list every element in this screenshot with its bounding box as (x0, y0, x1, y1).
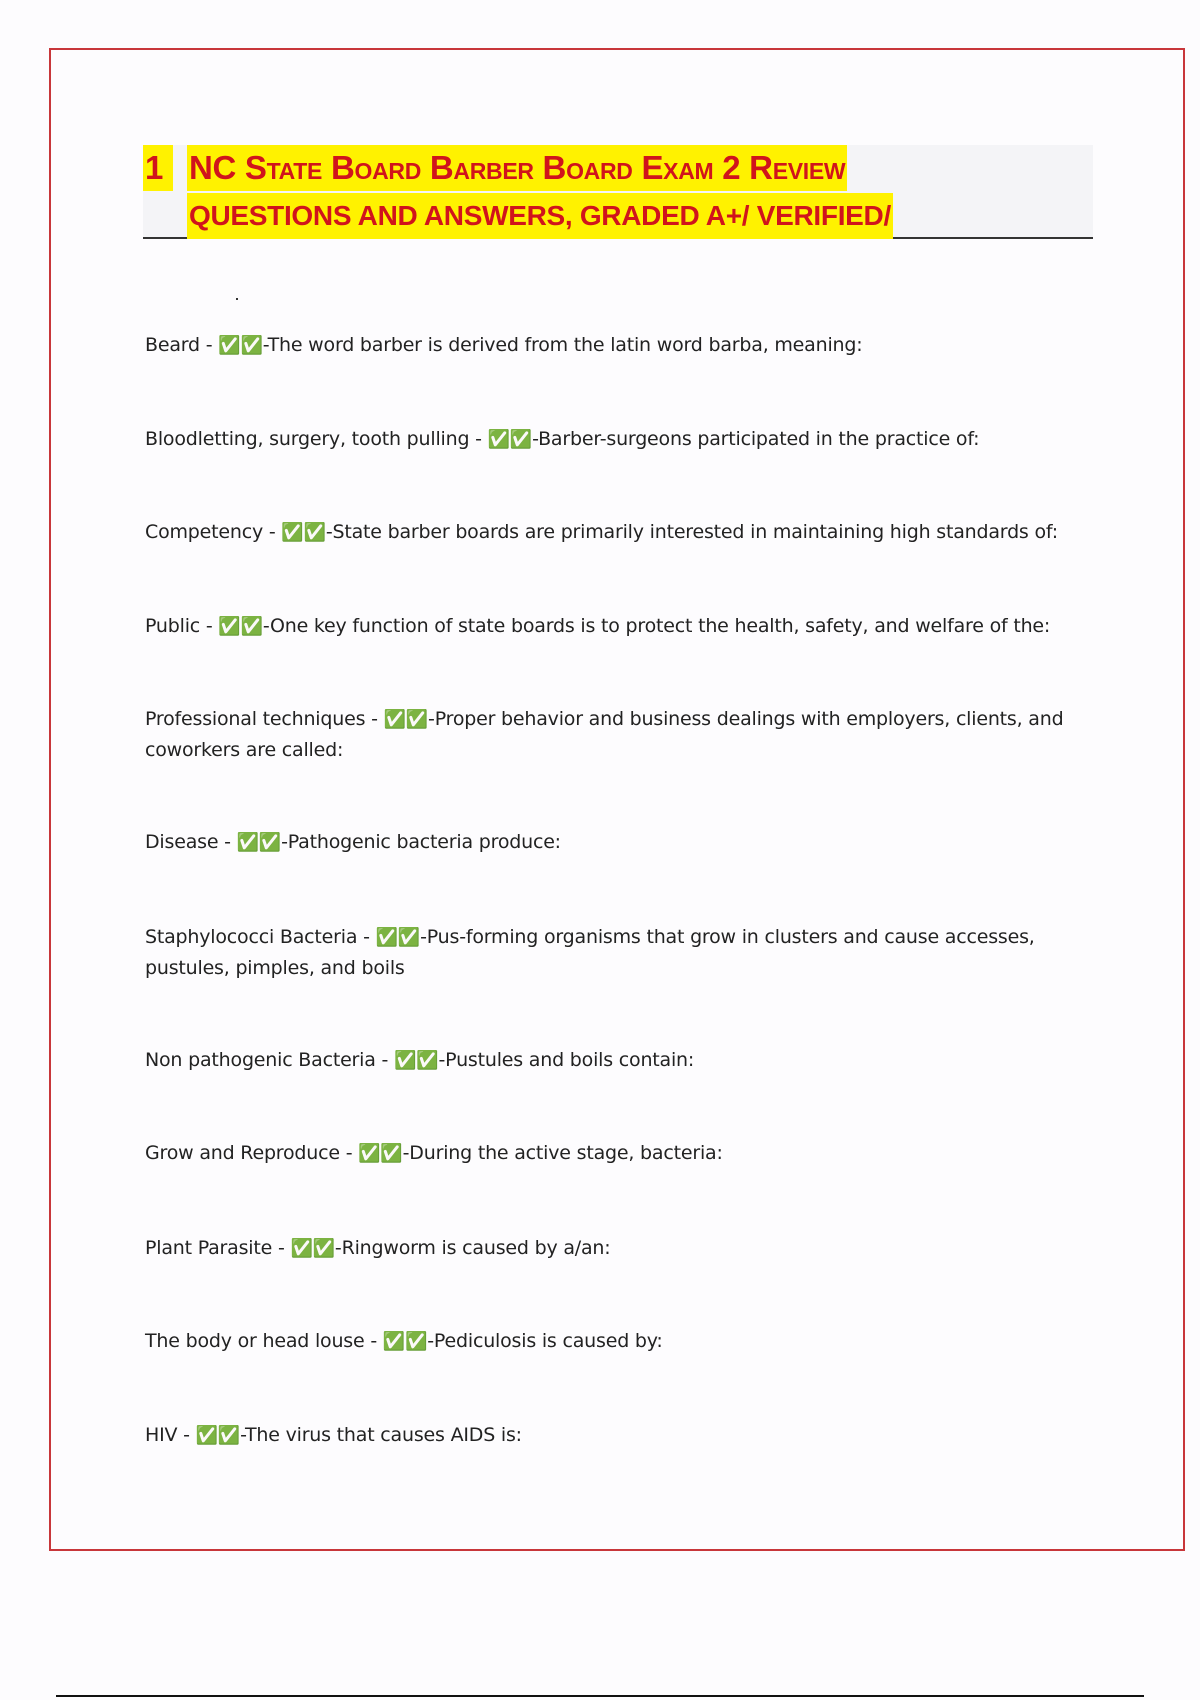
qa-answer: HIV (145, 1424, 178, 1446)
qa-question: -Pustules and boils contain: (438, 1049, 695, 1071)
title-text (187, 145, 893, 239)
double-check-icon: ✅✅ (218, 616, 263, 637)
qa-item: Disease - ✅✅-Pathogenic bacteria produce: (145, 831, 561, 853)
qa-item: Public - ✅✅-One key function of state boards is to protect the health, safety, and welfare of the: (145, 615, 1051, 637)
qa-answer: Public (145, 615, 201, 637)
qa-question: -During the active stage, bacteria: (402, 1142, 723, 1164)
qa-question: -One key function of state boards is to protect the health, safety, and welfare of the: (262, 615, 1051, 637)
title-number: 1 (143, 145, 173, 191)
qa-item: Non pathogenic Bacteria - ✅✅-Pustules and boils contain: (145, 1049, 695, 1071)
qa-item: Grow and Reproduce - ✅✅-During the active stage, bacteria: (145, 1142, 723, 1164)
qa-answer: Beard (145, 334, 200, 356)
qa-item: Staphylococci Bacteria - ✅✅-Pus-forming organisms that grow in clusters and cause accesses, pustules, pimples, and boils (145, 926, 1035, 979)
qa-question: -State barber boards are primarily interested in maintaining high standards of: (325, 521, 1058, 543)
double-check-icon: ✅✅ (281, 522, 326, 543)
qa-answer: Bloodletting, surgery, tooth pulling (145, 428, 470, 450)
double-check-icon: ✅✅ (195, 1425, 241, 1446)
footer-rule (56, 1695, 1144, 1697)
qa-answer: Non pathogenic Bacteria (145, 1049, 376, 1071)
qa-item: HIV - ✅✅-The virus that causes AIDS is: (145, 1424, 522, 1446)
qa-answer: Disease (145, 831, 219, 853)
qa-answer: Professional techniques (145, 708, 366, 730)
title-line-1: NC State Board Barber Board Exam 2 Review (187, 145, 847, 191)
qa-question: -Pediculosis is caused by: (427, 1330, 663, 1352)
double-check-icon: ✅✅ (375, 927, 421, 948)
qa-question: -Ringworm is caused by a/an: (334, 1237, 611, 1259)
qa-question: -The word barber is derived from the latin word barba, meaning: (262, 334, 863, 356)
qa-item: Competency - ✅✅-State barber boards are primarily interested in maintaining high standards of: (145, 521, 1058, 543)
qa-answer: Plant Parasite (145, 1237, 273, 1259)
qa-question: -Barber-surgeons participated in the practice of: (532, 428, 980, 450)
double-check-icon: ✅✅ (290, 1238, 335, 1259)
qa-item: The body or head louse - ✅✅-Pediculosis is caused by: (145, 1330, 663, 1352)
double-check-icon: ✅✅ (383, 709, 429, 730)
stray-dot (236, 298, 238, 300)
double-check-icon: ✅✅ (236, 832, 282, 853)
double-check-icon: ✅✅ (382, 1331, 428, 1352)
qa-item: Bloodletting, surgery, tooth pulling - ✅✅-Barber-surgeons participated in the practice of: (145, 428, 980, 450)
qa-question: -Pus-forming organisms that grow in clusters and cause accesses, pustules, pimples, and boils (145, 926, 1035, 979)
qa-answer: Staphylococci Bacteria (145, 926, 358, 948)
qa-item: Plant Parasite - ✅✅-Ringworm is caused by a/an: (145, 1237, 611, 1259)
double-check-icon: ✅✅ (394, 1050, 439, 1071)
qa-item: Beard - ✅✅-The word barber is derived from the latin word barba, meaning: (145, 334, 863, 356)
qa-item: Professional techniques - ✅✅-Proper behavior and business dealings with employers, clients, and coworkers are called: (145, 708, 1064, 761)
document-title (143, 145, 1093, 239)
qa-question: -Proper behavior and business dealings with employers, clients, and coworkers are called: (145, 708, 1064, 761)
double-check-icon: ✅✅ (487, 429, 533, 450)
qa-question: -Pathogenic bacteria produce: (281, 831, 561, 853)
double-check-icon: ✅✅ (358, 1143, 403, 1164)
qa-answer: Competency (145, 521, 264, 543)
qa-question: -The virus that causes AIDS is: (240, 1424, 522, 1446)
qa-answer: Grow and Reproduce (145, 1142, 340, 1164)
qa-answer: The body or head louse (145, 1330, 365, 1352)
title-line-2: QUESTIONS AND ANSWERS, GRADED A+/ VERIFIED/ (187, 193, 893, 239)
double-check-icon: ✅✅ (218, 335, 263, 356)
